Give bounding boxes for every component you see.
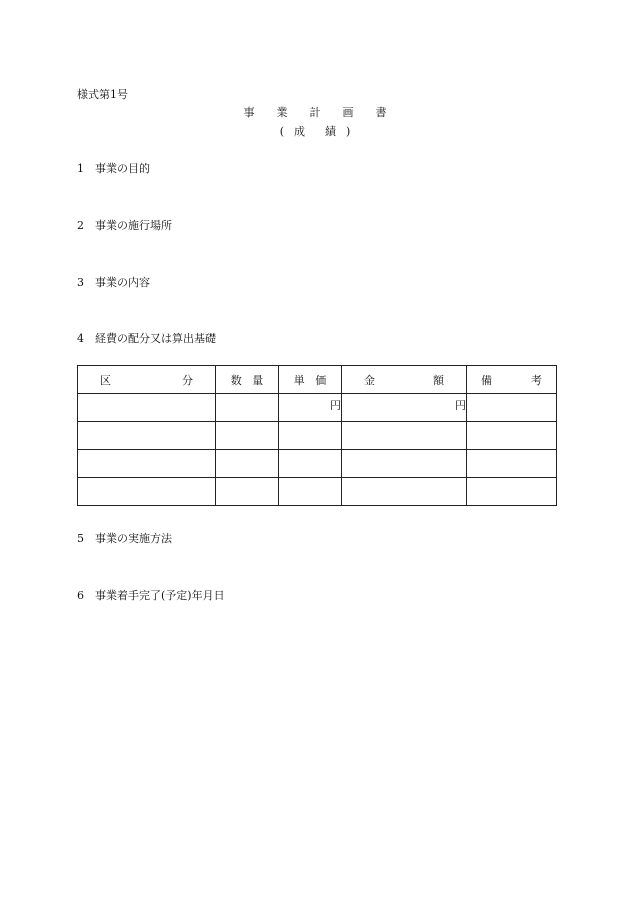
document-title: [0, 104, 630, 120]
cell-quantity: [216, 394, 279, 422]
subtitle-char: 績: [325, 125, 336, 138]
cell-amount: [342, 478, 467, 506]
document-subtitle: [0, 123, 630, 139]
section-location: [77, 217, 172, 233]
section-method: [77, 530, 172, 546]
header-unit-price: [279, 366, 342, 394]
table-header-row: [78, 366, 557, 394]
section-label: 事業の実施方法: [95, 532, 172, 545]
expense-table: [77, 365, 557, 506]
cell-amount: [342, 450, 467, 478]
cell-kubun: [78, 422, 216, 450]
title-char: 事: [243, 106, 255, 119]
header-char: 分: [182, 373, 193, 387]
title-char: 書: [375, 106, 387, 119]
form-number: 様式第1号: [77, 88, 128, 101]
section-schedule: [77, 587, 225, 603]
yen-unit: 円: [455, 399, 466, 412]
cell-unit-price: [279, 478, 342, 506]
subtitle-open-paren: (: [279, 125, 284, 138]
cell-remarks: [467, 450, 557, 478]
header-quantity: [216, 366, 279, 394]
cell-unit-price: [279, 450, 342, 478]
cell-remarks: [467, 422, 557, 450]
section-label: 経費の配分又は算出基礎: [95, 332, 216, 345]
header-char: 区: [100, 373, 111, 387]
cell-quantity: [216, 422, 279, 450]
header-char: 価: [315, 373, 327, 387]
section-label: 事業の施行場所: [95, 219, 172, 232]
title-char: 業: [276, 106, 288, 119]
subtitle-char: 成: [294, 125, 305, 138]
header-char: 単: [293, 373, 305, 387]
section-label: 事業の内容: [95, 276, 150, 289]
section-number: 3: [77, 276, 84, 289]
table-row: [78, 394, 557, 422]
section-content: [77, 274, 150, 290]
section-number: 2: [77, 219, 84, 232]
section-number: 5: [77, 532, 84, 545]
header-char: 金: [364, 373, 375, 387]
cell-kubun: [78, 450, 216, 478]
header-amount: [342, 366, 467, 394]
section-label: 事業の目的: [95, 162, 150, 175]
subtitle-close-paren: ): [346, 125, 351, 138]
cell-quantity: [216, 450, 279, 478]
cell-unit-price: [279, 394, 342, 422]
header-char: 数: [230, 373, 242, 387]
header-remarks: [467, 366, 557, 394]
cell-unit-price: [279, 422, 342, 450]
cell-amount: [342, 394, 467, 422]
section-number: 6: [77, 589, 84, 602]
cell-amount: [342, 422, 467, 450]
yen-unit: 円: [330, 399, 341, 412]
cell-kubun: [78, 394, 216, 422]
section-number: 4: [77, 332, 84, 345]
cell-kubun: [78, 478, 216, 506]
header-char: 量: [252, 373, 264, 387]
table-row: [78, 450, 557, 478]
cell-quantity: [216, 478, 279, 506]
header-kubun: [78, 366, 216, 394]
title-char: 画: [342, 106, 354, 119]
header-char: 考: [531, 373, 542, 387]
section-expenses: [77, 330, 216, 346]
cell-remarks: [467, 478, 557, 506]
table-row: [78, 422, 557, 450]
section-label: 事業着手完了(予定)年月日: [95, 589, 225, 602]
header-char: 額: [433, 373, 444, 387]
header-char: 備: [481, 373, 492, 387]
title-char: 計: [309, 106, 321, 119]
section-purpose: [77, 160, 150, 176]
cell-remarks: [467, 394, 557, 422]
section-number: 1: [77, 162, 84, 175]
table-row: [78, 478, 557, 506]
